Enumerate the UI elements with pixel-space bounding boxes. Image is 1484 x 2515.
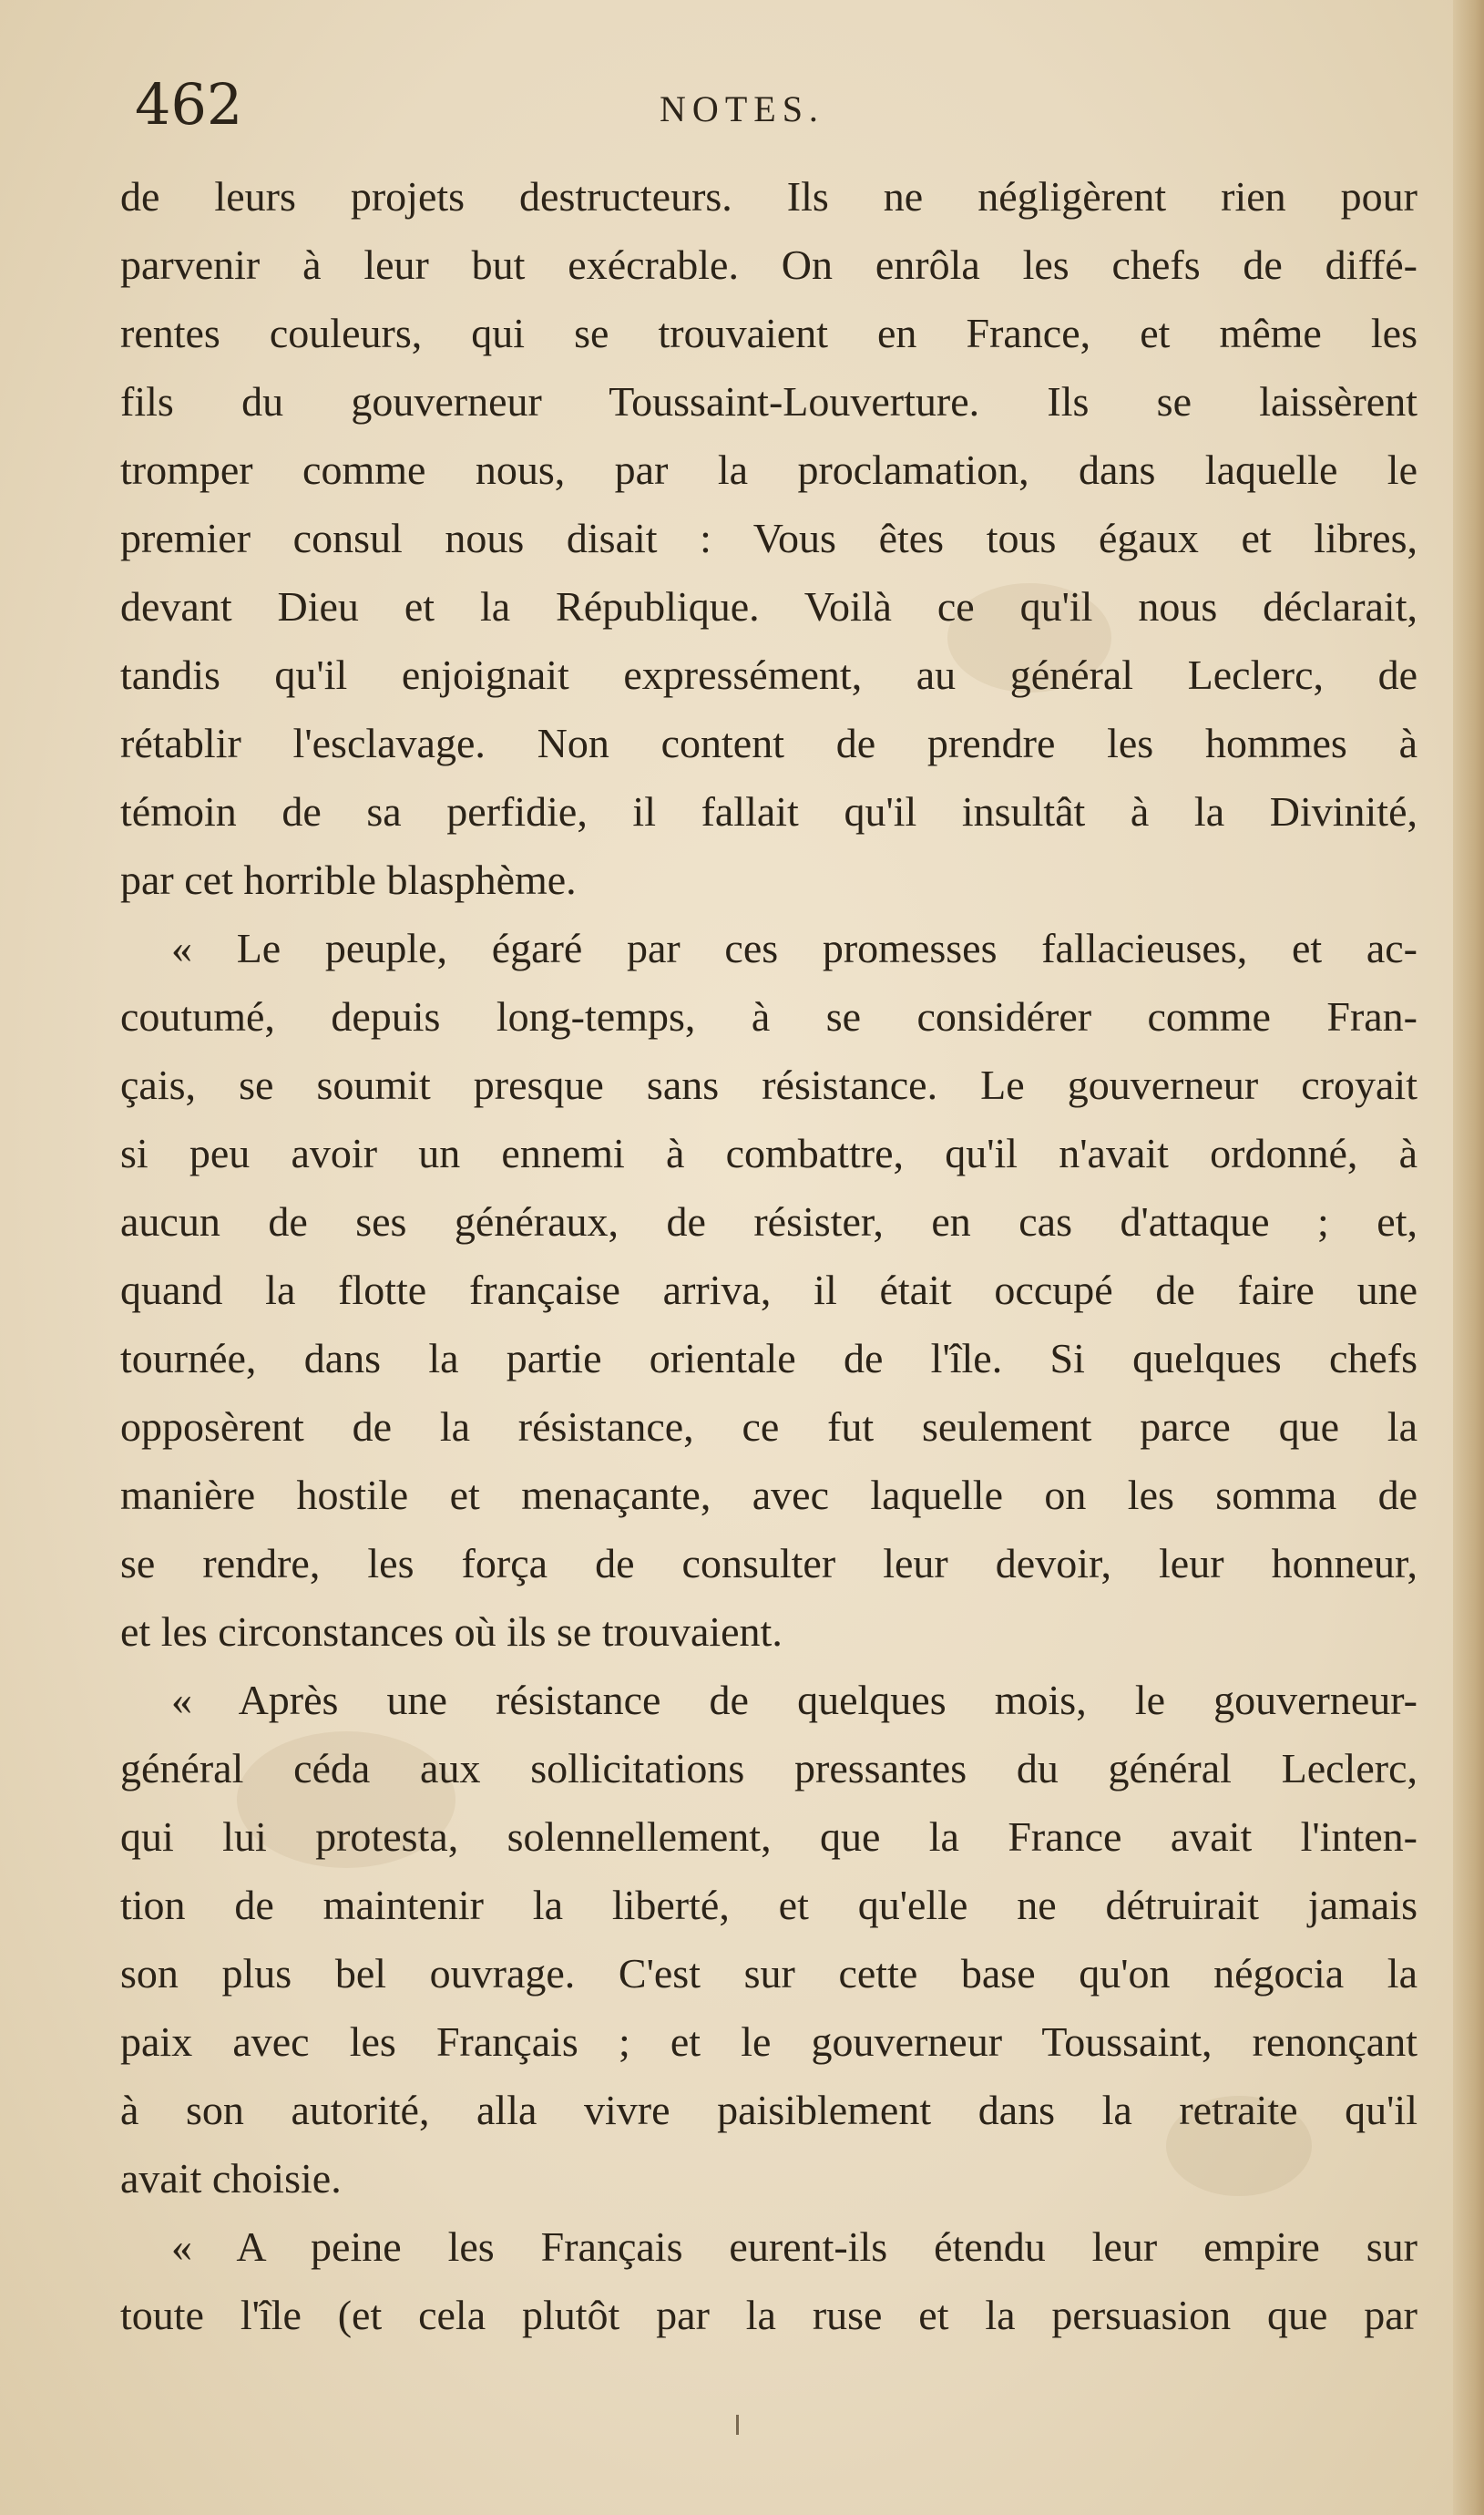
running-head: NOTES. xyxy=(660,88,824,129)
text-line: quand la flotte française arriva, il était occupé de faire une xyxy=(120,1267,1417,1313)
text-line: « Après une résistance de quelques mois, le gouverneur- xyxy=(171,1677,1417,1723)
text-line: tandis qu'il enjoignait expressément, au général Leclerc, de xyxy=(120,652,1417,698)
text-line: coutumé, depuis long-temps, à se considérer comme Fran- xyxy=(120,993,1417,1040)
text-line: parvenir à leur but exécrable. On enrôla les chefs de diffé- xyxy=(120,241,1417,288)
page-edge xyxy=(1453,0,1484,2515)
text-line: tournée, dans la partie orientale de l'île. Si quelques chefs xyxy=(120,1335,1417,1381)
text-line: aucun de ses généraux, de résister, en cas d'attaque ; et, xyxy=(120,1198,1417,1245)
text-line: témoin de sa perfidie, il fallait qu'il insultât à la Divinité, xyxy=(120,788,1417,835)
page-header xyxy=(0,64,1484,164)
text-line: tromper comme nous, par la proclamation, dans laquelle le xyxy=(120,447,1417,493)
text-line: « A peine les Français eurent-ils étendu leur empire sur xyxy=(171,2223,1417,2270)
text-line: son plus bel ouvrage. C'est sur cette base qu'on négocia la xyxy=(120,1950,1417,1997)
text-line: opposèrent de la résistance, ce fut seulement parce que la xyxy=(120,1403,1417,1450)
printer-mark xyxy=(736,2415,739,2435)
text-line: à son autorité, alla vivre paisiblement dans la retraite qu'il xyxy=(120,2087,1417,2133)
text-line: avait choisie. xyxy=(120,2155,342,2202)
text-line: çais, se soumit presque sans résistance. Le gouverneur croyait xyxy=(120,1062,1417,1108)
text-line: tion de maintenir la liberté, et qu'elle ne détruirait jamais xyxy=(120,1882,1417,1928)
text-line: rentes couleurs, qui se trouvaient en France, et même les xyxy=(120,310,1417,356)
text-line: qui lui protesta, solennellement, que la France avait l'inten- xyxy=(120,1813,1417,1860)
text-line: fils du gouverneur Toussaint-Louverture. Ils se laissèrent xyxy=(120,378,1417,425)
text-line: de leurs projets destructeurs. Ils ne négligèrent rien pour xyxy=(120,173,1417,220)
text-line: rétablir l'esclavage. Non content de prendre les hommes à xyxy=(120,720,1417,766)
text-line: premier consul nous disait : Vous êtes tous égaux et libres, xyxy=(120,515,1417,561)
text-line: toute l'île (et cela plutôt par la ruse et la persuasion que par xyxy=(120,2292,1417,2338)
text-line: général céda aux sollicitations pressantes du général Leclerc, xyxy=(120,1745,1417,1791)
text-line: manière hostile et menaçante, avec laquelle on les somma de xyxy=(120,1472,1417,1518)
text-line: se rendre, les força de consulter leur devoir, leur honneur, xyxy=(120,1540,1417,1586)
page-number: 462 xyxy=(135,71,243,138)
text-line: par cet horrible blasphème. xyxy=(120,857,577,903)
text-line: si peu avoir un ennemi à combattre, qu'il n'avait ordonné, à xyxy=(120,1130,1417,1176)
text-line: paix avec les Français ; et le gouverneur Toussaint, renonçant xyxy=(120,2018,1417,2065)
body-text xyxy=(120,162,1417,2367)
text-line: « Le peuple, égaré par ces promesses fallacieuses, et ac- xyxy=(171,925,1417,971)
text-line: devant Dieu et la République. Voilà ce qu'il nous déclarait, xyxy=(120,583,1417,630)
text-line: et les circonstances où ils se trouvaient. xyxy=(120,1608,783,1655)
